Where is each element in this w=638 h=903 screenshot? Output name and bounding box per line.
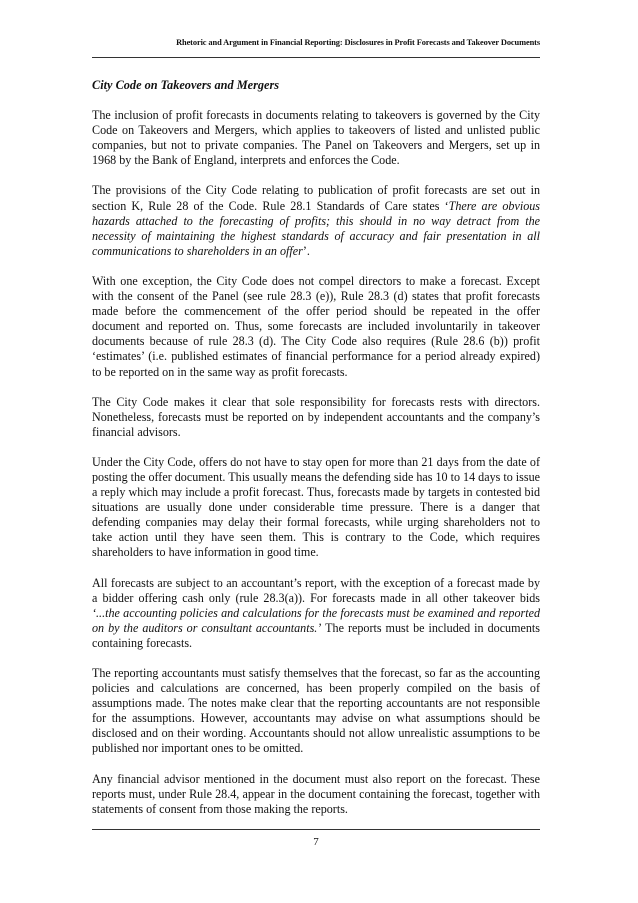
running-header: Rhetoric and Argument in Financial Reporting: Disclosures in Profit Forecasts and Takeover Documents xyxy=(176,38,540,47)
paragraph-text: The provisions of the City Code relating to publication of profit forecasts are set out in section K, Rule 28 of the Code. Rule 28.1 Standards of Care states ‘ xyxy=(92,183,540,213)
paragraph-accountants-report xyxy=(92,576,540,651)
paragraph-reporting-accountants: The reporting accountants must satisfy themselves that the forecast, so far as the accounting policies and calculations are concerned, has been properly compiled on the basis of assumptions made. The notes make clear that the reporting accountants are not responsible for the assumptions. However, accountants may advise on what assumptions should be disclosed and on their wording. Accountants should not allow unrealistic assumptions to be published nor important ones to be omitted. xyxy=(92,666,540,756)
page-body xyxy=(92,78,540,832)
paragraph-text: The reports must be included in documents containing forecasts. xyxy=(92,620,540,650)
quoted-requirement: ‘...the accounting policies and calculations for the forecasts must be examined and reported on by the auditors or consultant accountants.’ xyxy=(92,605,540,635)
paragraph-text: All forecasts are subject to an accountant’s report, with the exception of a forecast made by a bidder offering cash only (rule 28.3(a)). For forecasts made in all other takeover bids xyxy=(92,575,540,605)
quoted-standard-of-care: There are obvious hazards attached to the forecasting of profits; this should in no way detract from the necessity of maintaining the highest standards of accuracy and fair presentation in all communications to shareholders in an offer xyxy=(92,198,540,258)
header-rule xyxy=(92,57,540,58)
footer-rule xyxy=(92,829,540,830)
paragraph-timing: Under the City Code, offers do not have to stay open for more than 21 days from the date of posting the offer document. This usually means the defending side has 10 to 14 days to issue a reply which may include a profit forecast. Thus, forecasts made by targets in contested bid situations are usually done under considerable time pressure. There is a danger that defending companies may delay their formal forecasts, while urging shareholders not to take action until they have seen them. This is contrary to the Code, which requires shareholders to have information in good time. xyxy=(92,454,540,560)
page-number: 7 xyxy=(313,836,319,848)
paragraph-exception: With one exception, the City Code does not compel directors to make a forecast. Except with the consent of the Panel (see rule 28.3 (e)), Rule 28.3 (d) states that profit forecasts made before the commencement of the offer period should be repeated in the offer document and reported on. Thus, some forecasts are included involuntarily in takeover documents because of rule 28.3 (d). The City Code also requires (Rule 28.6 (b)) profit ‘estimates’ (i.e. published estimates of financial performance for a period already expired) to be reported on in the same way as profit forecasts. xyxy=(92,273,540,379)
paragraph-responsibility: The City Code makes it clear that sole responsibility for forecasts rests with directors. Nonetheless, forecasts must be reported on by independent accountants and the company’s financial advisors. xyxy=(92,394,540,439)
paragraph-text: ’. xyxy=(302,243,310,258)
section-heading: City Code on Takeovers and Mergers xyxy=(92,78,280,92)
paragraph-rule-28 xyxy=(92,183,540,258)
paragraph-scope: The inclusion of profit forecasts in documents relating to takeovers is governed by the City Code on Takeovers and Mergers, which applies to takeovers of listed and unlisted public companies, but not to private companies. The Panel on Takeovers and Mergers, set up in 1968 by the Bank of England, interprets and enforces the Code. xyxy=(92,108,540,168)
paragraph-financial-advisor: Any financial advisor mentioned in the document must also report on the forecast. These reports must, under Rule 28.4, appear in the document containing the forecast, together with statements of consent from those making the reports. xyxy=(92,771,540,816)
